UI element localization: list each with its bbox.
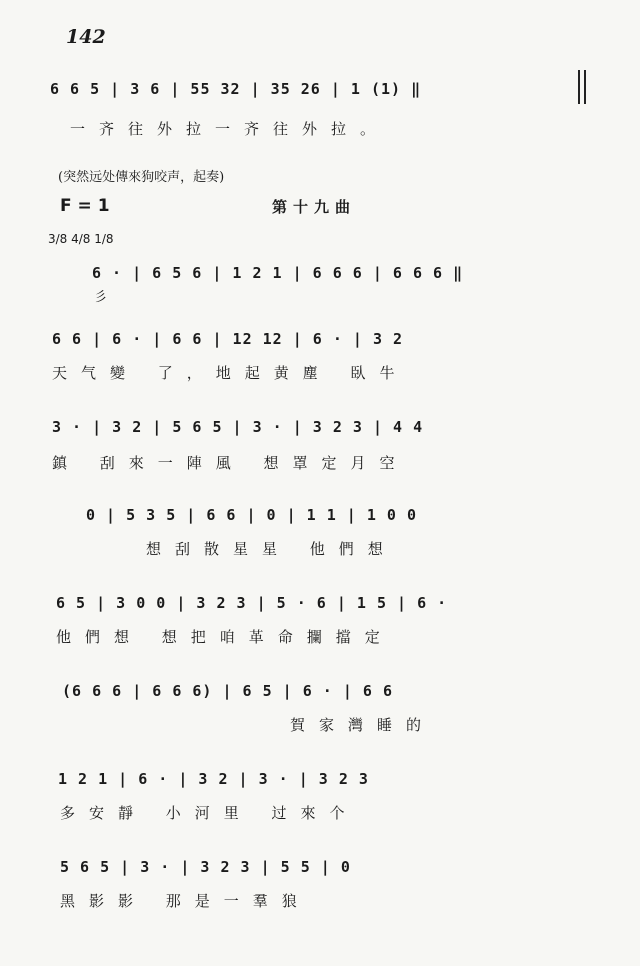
verse-1-notes: 6 6 | 6 · | 6 6 | 12 12 | 6 · | 3 2: [52, 330, 404, 348]
final-barline: [584, 70, 586, 104]
verse-2-notes: 3 · | 3 2 | 5 6 5 | 3 · | 3 2 3 | 4 4: [52, 418, 424, 436]
verse-4-lyrics: 他們想 想把咱革命攔擋定: [56, 628, 394, 646]
score-line-1-lyrics: 一齐往外拉一齐往外拉。: [70, 120, 390, 138]
page-number: 142: [66, 26, 106, 48]
intro-mark: 彡: [94, 290, 108, 305]
verse-7-notes: 5 6 5 | 3 · | 3 2 3 | 5 5 | 0: [60, 858, 351, 876]
verse-6-notes: 1 2 1 | 6 · | 3 2 | 3 · | 3 2 3: [58, 770, 369, 788]
score-line-1-notes: 6 6 5 | 3 6 | 55 32 | 35 26 | 1 (1) ‖: [50, 80, 422, 98]
final-barline: [578, 70, 580, 104]
verse-6-lyrics: 多安靜 小河里 过來个: [60, 804, 359, 822]
instruction-text: (突然远处傳來狗咬声，起奏): [58, 170, 225, 185]
key-signature: F = 1: [60, 196, 110, 216]
verse-4-notes: 6 5 | 3 0 0 | 3 2 3 | 5 · 6 | 1 5 | 6 ·: [56, 594, 448, 612]
meter: 3/8 4/8 1/8: [48, 232, 114, 246]
verse-2-lyrics: 鎮 刮來一陣風 想罩定月空: [52, 454, 409, 472]
verse-7-lyrics: 黑影影 那是一羣狼: [60, 892, 311, 910]
verse-5-notes: (6 6 6 | 6 6 6) | 6 5 | 6 · | 6 6: [62, 682, 394, 700]
verse-3-notes: 0 | 5 3 5 | 6 6 | 0 | 1 1 | 1 0 0: [86, 506, 418, 524]
verse-3-lyrics: 想刮散星星 他們想: [146, 540, 397, 558]
intro-notes: 6 · | 6 5 6 | 1 2 1 | 6 6 6 | 6 6 6 ‖: [92, 264, 464, 282]
verse-5-lyrics: 賀家灣睡的: [290, 716, 436, 734]
verse-1-lyrics: 天气變 了，地起黄塵 臥牛: [52, 364, 409, 382]
song-title: 第十九曲: [272, 198, 357, 216]
